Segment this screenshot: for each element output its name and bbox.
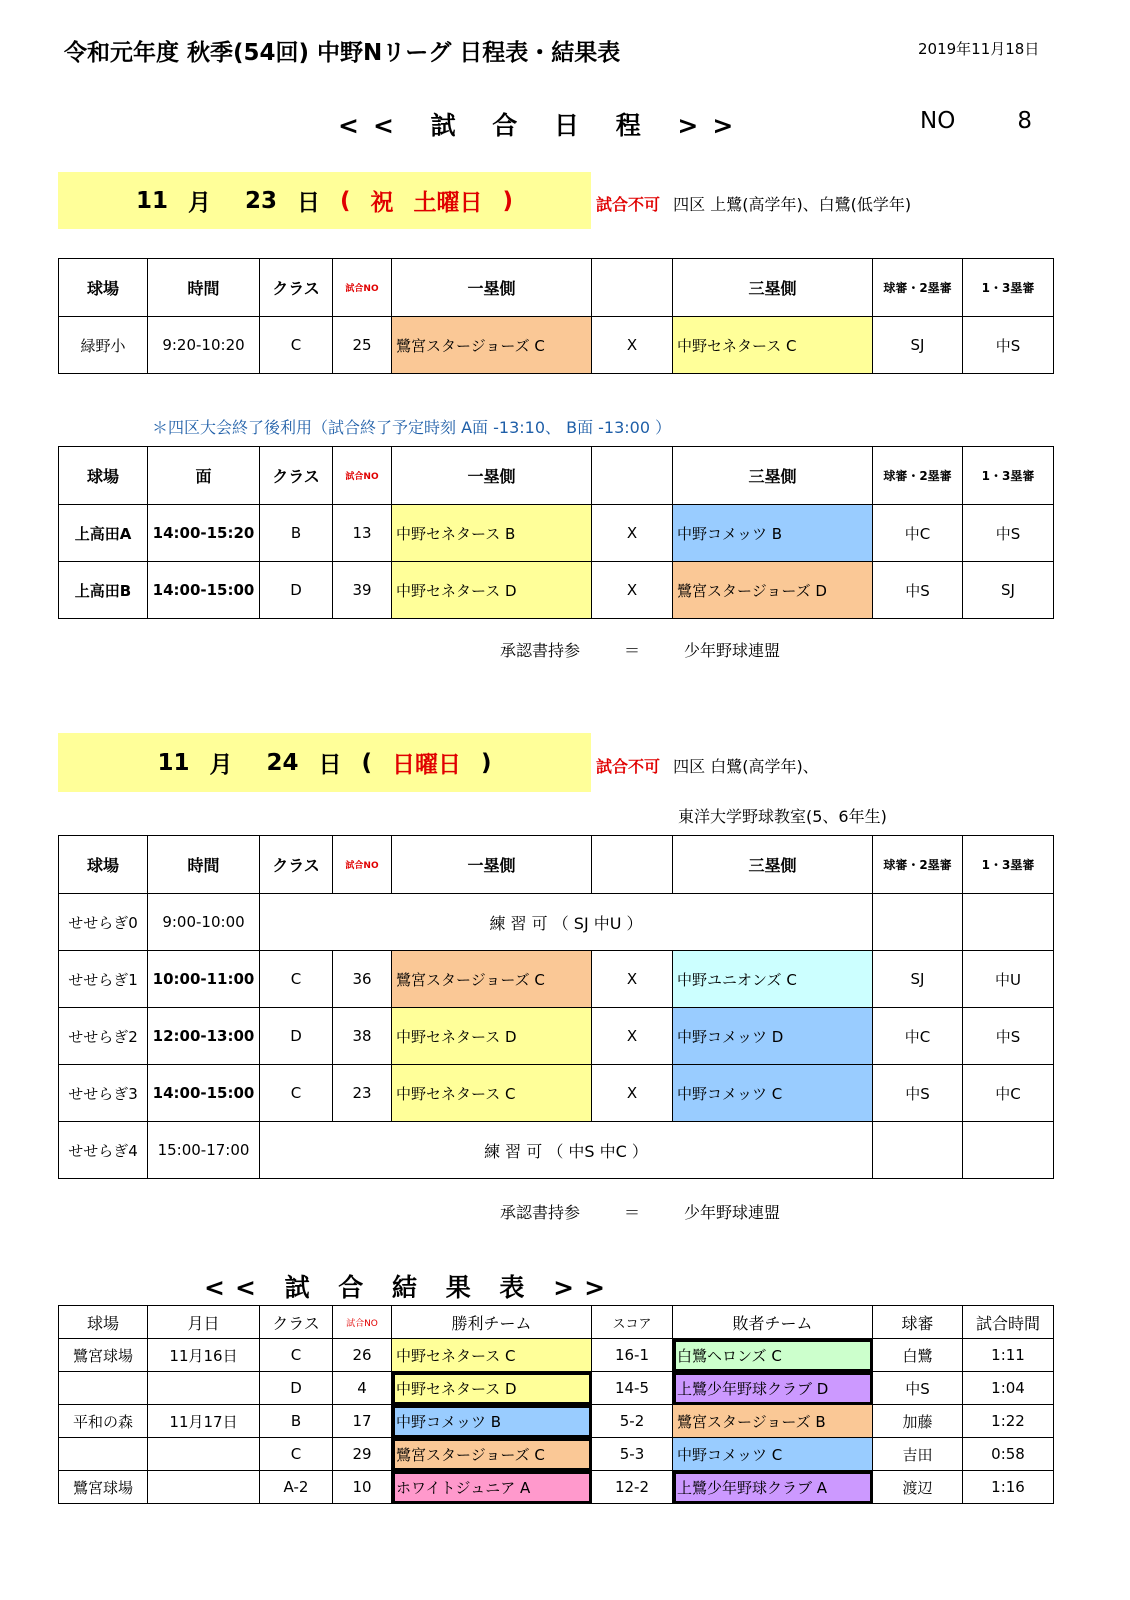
game-no-cell: 4 <box>333 1372 392 1405</box>
header-game-no: 試合NO <box>333 447 392 505</box>
winner-cell: 中野セネタース C <box>392 1339 592 1372</box>
first-base-team: 中野セネタース D <box>392 562 592 619</box>
practice-cell: 練 習 可 （ SJ 中U ） <box>260 894 873 951</box>
document-number <box>920 108 1032 134</box>
day1-day: 23 <box>244 187 277 214</box>
table-row <box>59 1008 1054 1065</box>
table-row <box>59 317 1054 374</box>
header-umpire: 球審 <box>873 1306 963 1339</box>
first-base-team: 中野セネタース B <box>392 505 592 562</box>
day1-close: ) <box>502 187 514 214</box>
table-row <box>59 951 1054 1008</box>
day2-schedule-table <box>58 835 1054 1179</box>
schedule-heading: << 試 合 日 程 >> <box>338 111 748 140</box>
header-umpire-plate-2b: 球審・2塁審 <box>873 259 963 317</box>
game-no-cell: 38 <box>333 1008 392 1065</box>
duration-cell: 1:22 <box>963 1405 1054 1438</box>
approval-note-1 <box>500 638 780 661</box>
field-cell: 平和の森 <box>59 1405 148 1438</box>
header-row <box>59 259 1054 317</box>
vs-cell: X <box>592 505 673 562</box>
vs-cell: X <box>592 317 673 374</box>
winner-cell: ホワイトジュニア A <box>392 1471 592 1504</box>
umpire-cell: 渡辺 <box>873 1471 963 1504</box>
approval-eq: ＝ <box>624 641 641 660</box>
approval-label: 承認書持参 <box>500 1203 581 1222</box>
header-time: 時間 <box>148 259 260 317</box>
day1-month: 11 <box>135 187 168 214</box>
umpire-cell <box>963 894 1054 951</box>
score-cell: 14-5 <box>592 1372 673 1405</box>
header-loser: 敗者チーム <box>673 1306 873 1339</box>
header-field: 球場 <box>59 447 148 505</box>
score-cell: 12-2 <box>592 1471 673 1504</box>
field-cell: せせらぎ0 <box>59 894 148 951</box>
date-cell: 11月16日 <box>148 1339 260 1372</box>
umpire-cell <box>873 894 963 951</box>
loser-cell: 中野コメッツ C <box>673 1438 873 1471</box>
issue-date: 2019年11月18日 <box>918 40 1040 58</box>
score-cell: 5-3 <box>592 1438 673 1471</box>
time-cell: 15:00-17:00 <box>148 1122 260 1179</box>
header-game-no: 試合NO <box>333 836 392 894</box>
first-base-team: 鷺宮スタージョーズ C <box>392 951 592 1008</box>
game-no-cell: 17 <box>333 1405 392 1438</box>
game-no-cell: 29 <box>333 1438 392 1471</box>
ng-label: 試合不可 <box>596 757 661 776</box>
umpire-cell <box>963 1122 1054 1179</box>
third-base-team: 中野コメッツ C <box>673 1065 873 1122</box>
no-label: NO <box>920 108 956 134</box>
field-cell <box>59 1372 148 1405</box>
game-no-cell: 10 <box>333 1471 392 1504</box>
approval-label: 承認書持参 <box>500 641 581 660</box>
class-cell: C <box>260 1339 333 1372</box>
umpire-cell: 中S <box>873 1372 963 1405</box>
day1-field-table <box>58 446 1054 619</box>
header-duration: 試合時間 <box>963 1306 1054 1339</box>
day2-close: ) <box>481 749 492 776</box>
approval-eq: ＝ <box>624 1203 641 1222</box>
umpire-cell: 中C <box>873 1008 963 1065</box>
third-base-team: 鷺宮スタージョーズ D <box>673 562 873 619</box>
third-base-team: 中野コメッツ B <box>673 505 873 562</box>
table-row <box>59 1372 1054 1405</box>
first-base-team: 中野セネタース C <box>392 1065 592 1122</box>
third-base-team: 中野セネタース C <box>673 317 873 374</box>
field-cell <box>59 1438 148 1471</box>
field-cell: 上高田A <box>59 505 148 562</box>
first-base-team: 鷺宮スタージョーズ C <box>392 317 592 374</box>
header-class: クラス <box>260 447 333 505</box>
class-cell: B <box>260 1405 333 1438</box>
results-table <box>58 1305 1054 1504</box>
header-field: 球場 <box>59 1306 148 1339</box>
umpire-cell: 中C <box>873 505 963 562</box>
umpire-cell <box>873 1122 963 1179</box>
class-cell: C <box>260 317 333 374</box>
date-cell <box>148 1372 260 1405</box>
day2-open: ( <box>361 749 373 776</box>
table-row <box>59 562 1054 619</box>
table-row <box>59 1065 1054 1122</box>
field-cell: せせらぎ4 <box>59 1122 148 1179</box>
note-after-tournament: ＊四区大会終了後利用（試合終了予定時刻 A面 -13:10、 B面 -13:00 ） <box>152 418 672 437</box>
header-field: 球場 <box>59 836 148 894</box>
ng-text: 四区 上鷺(高学年)、白鷺(低学年) <box>673 195 912 214</box>
header-vs <box>592 447 673 505</box>
header-class: クラス <box>260 259 333 317</box>
table-row <box>59 1339 1054 1372</box>
umpire-cell: 中C <box>963 1065 1054 1122</box>
duration-cell: 0:58 <box>963 1438 1054 1471</box>
header-umpire-plate-2b: 球審・2塁審 <box>873 447 963 505</box>
header-score: スコア <box>592 1306 673 1339</box>
umpire-cell: 中S <box>963 317 1054 374</box>
header-class: クラス <box>260 836 333 894</box>
time-cell: 14:00-15:20 <box>148 505 260 562</box>
header-third-base: 三塁側 <box>673 259 873 317</box>
field-cell: せせらぎ2 <box>59 1008 148 1065</box>
umpire-cell: SJ <box>873 317 963 374</box>
day1-holiday: 祝 <box>370 190 394 216</box>
header-row <box>59 1306 1054 1339</box>
duration-cell: 1:04 <box>963 1372 1054 1405</box>
header-row <box>59 447 1054 505</box>
header-time: 時間 <box>148 836 260 894</box>
time-cell: 9:20-10:20 <box>148 317 260 374</box>
winner-cell: 中野セネタース D <box>392 1372 592 1405</box>
umpire-cell: 中S <box>963 1008 1054 1065</box>
header-umpire-1b-3b: 1・3塁審 <box>963 447 1054 505</box>
header-first-base: 一塁側 <box>392 259 592 317</box>
header-class: クラス <box>260 1306 333 1339</box>
class-cell: B <box>260 505 333 562</box>
class-cell: D <box>260 1008 333 1065</box>
time-cell: 12:00-13:00 <box>148 1008 260 1065</box>
date-cell: 11月17日 <box>148 1405 260 1438</box>
table-row <box>59 1122 1054 1179</box>
vs-cell: X <box>592 951 673 1008</box>
field-cell: 鷺宮球場 <box>59 1339 148 1372</box>
vs-cell: X <box>592 1065 673 1122</box>
class-cell: C <box>260 1065 333 1122</box>
umpire-cell: 中S <box>873 1065 963 1122</box>
day2-day-unit: 日 <box>318 752 342 778</box>
ng-text: 四区 白鷺(高学年)、 <box>673 757 819 776</box>
umpire-cell: 中S <box>873 562 963 619</box>
header-first-base: 一塁側 <box>392 836 592 894</box>
third-base-team: 中野コメッツ D <box>673 1008 873 1065</box>
duration-cell: 1:16 <box>963 1471 1054 1504</box>
header-umpire-1b-3b: 1・3塁審 <box>963 836 1054 894</box>
day1-ng-note <box>596 192 911 215</box>
game-no-cell: 25 <box>333 317 392 374</box>
class-cell: C <box>260 1438 333 1471</box>
day2-month-unit: 月 <box>209 752 233 778</box>
duration-cell: 1:11 <box>963 1339 1054 1372</box>
approval-org: 少年野球連盟 <box>684 641 781 660</box>
header-winner: 勝利チーム <box>392 1306 592 1339</box>
date-cell <box>148 1471 260 1504</box>
game-no-cell: 26 <box>333 1339 392 1372</box>
field-cell: 上高田B <box>59 562 148 619</box>
practice-cell: 練 習 可 （ 中S 中C ） <box>260 1122 873 1179</box>
score-cell: 16-1 <box>592 1339 673 1372</box>
loser-cell: 上鷺少年野球クラブ D <box>673 1372 873 1405</box>
no-value: 8 <box>1017 108 1032 134</box>
time-cell: 14:00-15:00 <box>148 562 260 619</box>
header-first-base: 一塁側 <box>392 447 592 505</box>
class-cell: A-2 <box>260 1471 333 1504</box>
game-no-cell: 36 <box>333 951 392 1008</box>
class-cell: D <box>260 562 333 619</box>
first-base-team: 中野セネタース D <box>392 1008 592 1065</box>
approval-note-2 <box>500 1200 780 1223</box>
field-cell: せせらぎ1 <box>59 951 148 1008</box>
winner-cell: 中野コメッツ B <box>392 1405 592 1438</box>
header-date: 月日 <box>148 1306 260 1339</box>
umpire-cell: 白鷺 <box>873 1339 963 1372</box>
day1-date-band <box>58 172 591 229</box>
header-vs <box>592 836 673 894</box>
day2-ng-note-2: 東洋大学野球教室(5、6年生) <box>678 807 887 826</box>
umpire-cell: 吉田 <box>873 1438 963 1471</box>
ng-label: 試合不可 <box>596 195 661 214</box>
time-cell: 9:00-10:00 <box>148 894 260 951</box>
game-no-cell: 13 <box>333 505 392 562</box>
header-third-base: 三塁側 <box>673 447 873 505</box>
header-umpire-plate-2b: 球審・2塁審 <box>873 836 963 894</box>
approval-org: 少年野球連盟 <box>684 1203 781 1222</box>
game-no-cell: 39 <box>333 562 392 619</box>
header-row <box>59 836 1054 894</box>
header-game-no: 試合NO <box>333 1306 392 1339</box>
day1-open: ( <box>340 187 351 214</box>
table-row <box>59 894 1054 951</box>
table-row <box>59 1438 1054 1471</box>
loser-cell: 白鷺ヘロンズ C <box>673 1339 873 1372</box>
day2-ng-note <box>596 754 819 777</box>
results-heading: << 試 合 結 果 表 >> <box>204 1273 616 1302</box>
loser-cell: 鷺宮スタージョーズ B <box>673 1405 873 1438</box>
vs-cell: X <box>592 562 673 619</box>
header-third-base: 三塁側 <box>673 836 873 894</box>
day2-weekday: 日曜日 <box>392 752 462 778</box>
table-row <box>59 1405 1054 1438</box>
class-cell: C <box>260 951 333 1008</box>
date-cell <box>148 1438 260 1471</box>
umpire-cell: 中S <box>963 505 1054 562</box>
header-time: 面 <box>148 447 260 505</box>
day1-weekday: 土曜日 <box>413 190 483 216</box>
umpire-cell: SJ <box>873 951 963 1008</box>
umpire-cell: SJ <box>963 562 1054 619</box>
day1-schedule-table <box>58 258 1054 374</box>
vs-cell: X <box>592 1008 673 1065</box>
day2-date-band <box>58 733 591 792</box>
field-cell: せせらぎ3 <box>59 1065 148 1122</box>
umpire-cell: 加藤 <box>873 1405 963 1438</box>
day1-month-unit: 月 <box>187 190 211 216</box>
winner-cell: 鷺宮スタージョーズ C <box>392 1438 592 1471</box>
header-game-no: 試合NO <box>333 259 392 317</box>
score-cell: 5-2 <box>592 1405 673 1438</box>
document-title: 令和元年度 秋季(54回) 中野Nリーグ 日程表・結果表 <box>64 40 621 66</box>
table-row <box>59 1471 1054 1504</box>
field-cell: 緑野小 <box>59 317 148 374</box>
loser-cell: 上鷺少年野球クラブ A <box>673 1471 873 1504</box>
game-no-cell: 23 <box>333 1065 392 1122</box>
header-umpire-1b-3b: 1・3塁審 <box>963 259 1054 317</box>
table-row <box>59 505 1054 562</box>
field-cell: 鷺宮球場 <box>59 1471 148 1504</box>
day2-day: 24 <box>266 749 299 776</box>
day2-month: 11 <box>157 749 190 776</box>
time-cell: 10:00-11:00 <box>148 951 260 1008</box>
third-base-team: 中野ユニオンズ C <box>673 951 873 1008</box>
header-field: 球場 <box>59 259 148 317</box>
header-vs <box>592 259 673 317</box>
time-cell: 14:00-15:00 <box>148 1065 260 1122</box>
class-cell: D <box>260 1372 333 1405</box>
umpire-cell: 中U <box>963 951 1054 1008</box>
day1-day-unit: 日 <box>297 190 320 216</box>
